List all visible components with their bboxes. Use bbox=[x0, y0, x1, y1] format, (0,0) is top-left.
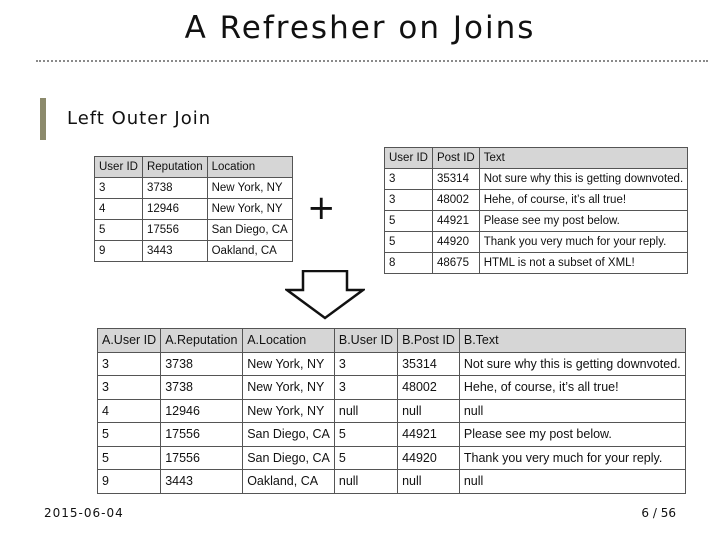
table-row bbox=[385, 232, 688, 253]
table-row bbox=[95, 241, 293, 262]
table-cell: 5 bbox=[385, 232, 433, 253]
table-cell: 3738 bbox=[161, 376, 243, 400]
header-cell: A.Reputation bbox=[161, 329, 243, 353]
table-cell: San Diego, CA bbox=[243, 423, 335, 447]
table-cell: Please see my post below. bbox=[479, 211, 687, 232]
table-cell: 3738 bbox=[142, 178, 207, 199]
table-cell: null bbox=[334, 399, 397, 423]
down-arrow-icon bbox=[285, 270, 365, 324]
table-cell: 5 bbox=[98, 446, 161, 470]
table-cell: null bbox=[334, 470, 397, 494]
table-row bbox=[385, 190, 688, 211]
table-header-row bbox=[98, 329, 686, 353]
table-cell: 3 bbox=[98, 376, 161, 400]
table-cell: null bbox=[398, 470, 460, 494]
table-cell: 48002 bbox=[398, 376, 460, 400]
header-cell: B.Text bbox=[459, 329, 685, 353]
header-cell: User ID bbox=[385, 148, 433, 169]
table-cell: 3 bbox=[385, 169, 433, 190]
table-row bbox=[385, 253, 688, 274]
table-cell: 8 bbox=[385, 253, 433, 274]
table-cell: Oakland, CA bbox=[207, 241, 292, 262]
table-cell: Not sure why this is getting downvoted. bbox=[459, 352, 685, 376]
table-cell: 3 bbox=[95, 178, 143, 199]
table-cell: 17556 bbox=[142, 220, 207, 241]
header-cell: Post ID bbox=[432, 148, 479, 169]
table-cell: 3 bbox=[385, 190, 433, 211]
table-cell: null bbox=[459, 399, 685, 423]
table-cell: null bbox=[459, 470, 685, 494]
table-row bbox=[98, 446, 686, 470]
header-cell: A.Location bbox=[243, 329, 335, 353]
table-row bbox=[385, 169, 688, 190]
header-cell: Reputation bbox=[142, 157, 207, 178]
table-cell: 3443 bbox=[161, 470, 243, 494]
table-cell: 35314 bbox=[432, 169, 479, 190]
table-cell: Hehe, of course, it’s all true! bbox=[479, 190, 687, 211]
table-cell: 48675 bbox=[432, 253, 479, 274]
table-cell: 5 bbox=[385, 211, 433, 232]
table-cell: 3 bbox=[334, 376, 397, 400]
table-cell: 17556 bbox=[161, 446, 243, 470]
header-cell: Location bbox=[207, 157, 292, 178]
table-cell: San Diego, CA bbox=[243, 446, 335, 470]
table-row bbox=[95, 199, 293, 220]
table-cell: 5 bbox=[98, 423, 161, 447]
table-row bbox=[95, 220, 293, 241]
header-cell: B.User ID bbox=[334, 329, 397, 353]
posts-table bbox=[384, 147, 688, 274]
table-row bbox=[385, 211, 688, 232]
table-cell: San Diego, CA bbox=[207, 220, 292, 241]
table-cell: 5 bbox=[334, 423, 397, 447]
table-cell: 4 bbox=[98, 399, 161, 423]
table-cell: 4 bbox=[95, 199, 143, 220]
users-table bbox=[94, 156, 293, 262]
title-divider bbox=[36, 60, 708, 62]
table-cell: Please see my post below. bbox=[459, 423, 685, 447]
table-cell: 5 bbox=[95, 220, 143, 241]
table-row bbox=[95, 178, 293, 199]
header-cell: Text bbox=[479, 148, 687, 169]
table-cell: Hehe, of course, it’s all true! bbox=[459, 376, 685, 400]
table-cell: Thank you very much for your reply. bbox=[479, 232, 687, 253]
section-title: Left Outer Join bbox=[67, 108, 212, 129]
table-cell: 9 bbox=[95, 241, 143, 262]
table-cell: 44921 bbox=[398, 423, 460, 447]
table-row bbox=[98, 352, 686, 376]
table-cell: Not sure why this is getting downvoted. bbox=[479, 169, 687, 190]
section-accent-bar bbox=[40, 98, 46, 140]
table-cell: 35314 bbox=[398, 352, 460, 376]
table-cell: 3 bbox=[334, 352, 397, 376]
table-cell: 48002 bbox=[432, 190, 479, 211]
header-cell: B.Post ID bbox=[398, 329, 460, 353]
table-cell: New York, NY bbox=[207, 199, 292, 220]
table-cell: 44920 bbox=[432, 232, 479, 253]
footer-date: 2015-06-04 bbox=[44, 506, 124, 520]
slide-title: A Refresher on Joins bbox=[184, 10, 536, 46]
table-cell: 17556 bbox=[161, 423, 243, 447]
table-row bbox=[98, 470, 686, 494]
table-cell: 5 bbox=[334, 446, 397, 470]
table-row bbox=[98, 376, 686, 400]
table-cell: New York, NY bbox=[243, 376, 335, 400]
header-cell: User ID bbox=[95, 157, 143, 178]
table-cell: Oakland, CA bbox=[243, 470, 335, 494]
page-number: 6 / 56 bbox=[641, 506, 676, 520]
table-cell: 12946 bbox=[161, 399, 243, 423]
table-cell: 3738 bbox=[161, 352, 243, 376]
header-cell: A.User ID bbox=[98, 329, 161, 353]
table-cell: New York, NY bbox=[243, 352, 335, 376]
result-table bbox=[97, 328, 686, 494]
table-cell: HTML is not a subset of XML! bbox=[479, 253, 687, 274]
table-cell: New York, NY bbox=[207, 178, 292, 199]
table-cell: 3 bbox=[98, 352, 161, 376]
table-header-row bbox=[385, 148, 688, 169]
table-cell: Thank you very much for your reply. bbox=[459, 446, 685, 470]
table-row bbox=[98, 423, 686, 447]
plus-symbol: + bbox=[307, 188, 336, 228]
table-header-row bbox=[95, 157, 293, 178]
table-row bbox=[98, 399, 686, 423]
table-cell: 9 bbox=[98, 470, 161, 494]
table-cell: null bbox=[398, 399, 460, 423]
table-cell: 44921 bbox=[432, 211, 479, 232]
table-cell: 12946 bbox=[142, 199, 207, 220]
table-cell: 3443 bbox=[142, 241, 207, 262]
table-cell: 44920 bbox=[398, 446, 460, 470]
table-cell: New York, NY bbox=[243, 399, 335, 423]
